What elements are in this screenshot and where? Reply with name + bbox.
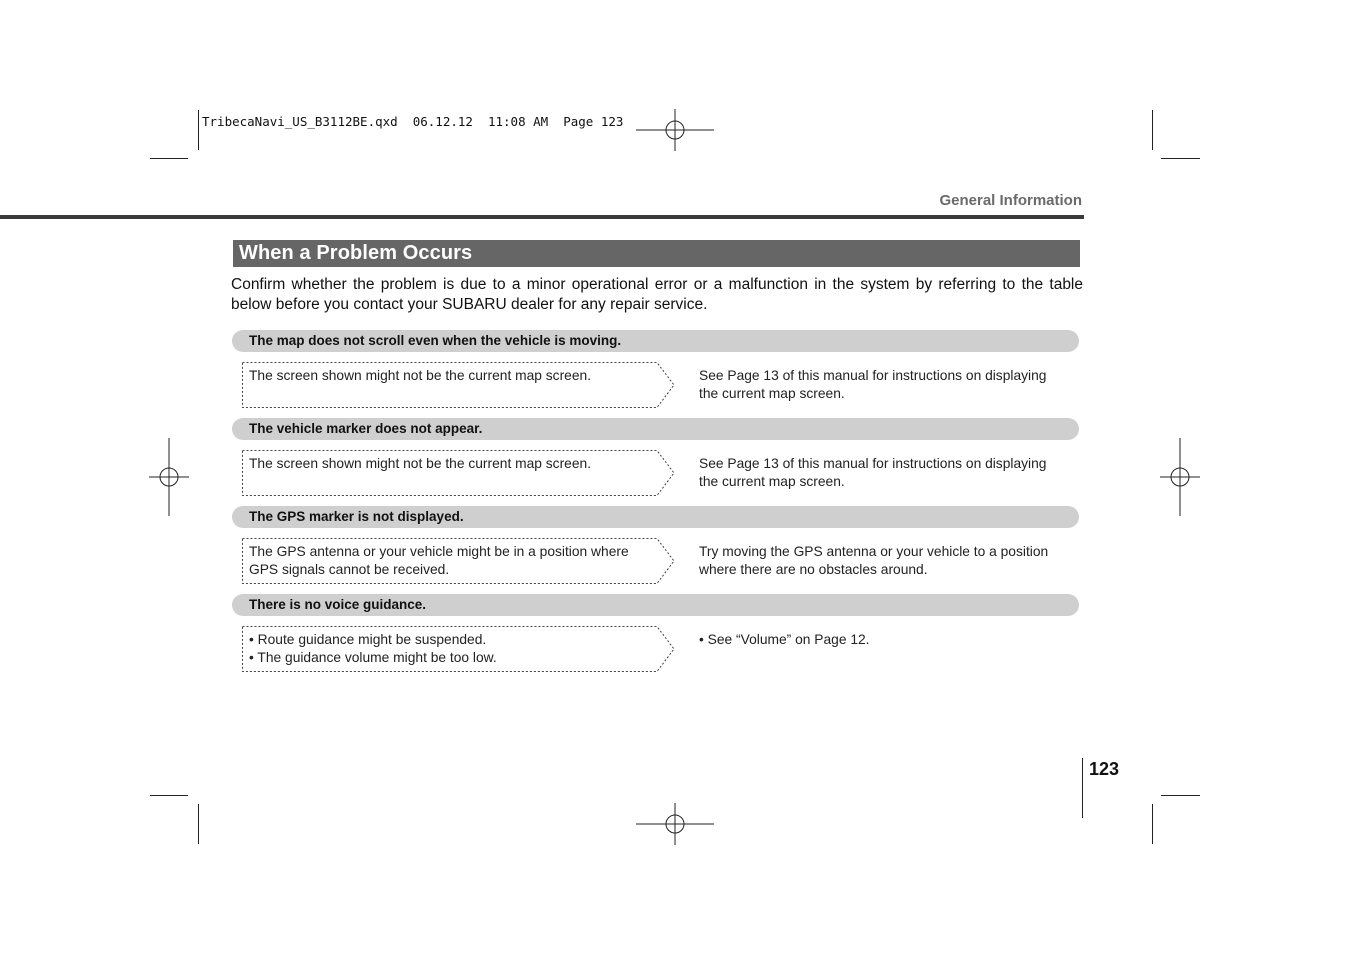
remedy-text xyxy=(699,367,1084,402)
remedy-line: the current map screen. xyxy=(699,473,845,489)
cause-box xyxy=(242,450,676,498)
page-number: 123 xyxy=(1089,759,1120,779)
cause-line: The screen shown might not be the current map screen. xyxy=(249,456,592,471)
remedy-line: See Page 13 of this manual for instructions on displaying xyxy=(699,368,1047,383)
remedy-text xyxy=(699,455,1084,490)
cause-line: GPS signals cannot be received. xyxy=(249,562,450,577)
cause-line: • Route guidance might be suspended. xyxy=(249,632,487,647)
crop-mark xyxy=(150,158,188,159)
crop-mark xyxy=(1161,158,1200,159)
header-rule xyxy=(0,215,1084,219)
registration-mark-icon xyxy=(636,803,714,845)
problem-heading-text: The map does not scroll even when the vehicle is moving. xyxy=(249,333,622,348)
crop-mark xyxy=(198,804,199,844)
remedy-line: See Page 13 of this manual for instructions on displaying xyxy=(699,456,1047,471)
print-slug: TribecaNavi_US_B3112BE.qxd 06.12.12 11:08 AM Page 123 xyxy=(202,114,624,129)
problem-heading xyxy=(232,594,1079,616)
remedy-text xyxy=(699,631,1084,649)
section-label: General Information xyxy=(939,192,1082,209)
registration-mark-icon xyxy=(1160,438,1200,516)
remedy-line: • See “Volume” on Page 12. xyxy=(699,632,870,647)
cause-line: The screen shown might not be the current map screen. xyxy=(249,368,592,383)
cause-box xyxy=(242,538,676,586)
crop-mark xyxy=(1152,804,1153,844)
problem-heading-text: The vehicle marker does not appear. xyxy=(249,421,483,436)
cause-box xyxy=(242,626,676,674)
cause-box xyxy=(242,362,676,410)
problem-heading xyxy=(232,506,1079,528)
remedy-text xyxy=(699,543,1084,578)
problem-heading xyxy=(232,330,1079,352)
intro-paragraph: Confirm whether the problem is due to a minor operational error or a malfunction in the system by referring to the table below before you contact your SUBARU dealer for any repair service. xyxy=(231,276,1083,313)
crop-mark xyxy=(1161,795,1200,796)
registration-mark-icon xyxy=(636,109,714,151)
page-number-rule xyxy=(1082,758,1083,818)
problem-heading-text: The GPS marker is not displayed. xyxy=(249,509,464,524)
remedy-line: where there are no obstacles around. xyxy=(699,561,928,577)
crop-mark xyxy=(1152,110,1153,150)
cause-line: • The guidance volume might be too low. xyxy=(249,650,497,665)
crop-mark xyxy=(198,110,199,150)
remedy-line: the current map screen. xyxy=(699,385,845,401)
remedy-line: Try moving the GPS antenna or your vehicle to a position xyxy=(699,544,1049,559)
cause-line: The GPS antenna or your vehicle might be in a position where xyxy=(249,544,629,559)
problem-heading xyxy=(232,418,1079,440)
crop-mark xyxy=(150,795,188,796)
registration-mark-icon xyxy=(149,438,189,516)
title-bar xyxy=(233,240,1080,267)
problem-heading-text: There is no voice guidance. xyxy=(249,597,427,612)
page-title: When a Problem Occurs xyxy=(239,242,473,264)
